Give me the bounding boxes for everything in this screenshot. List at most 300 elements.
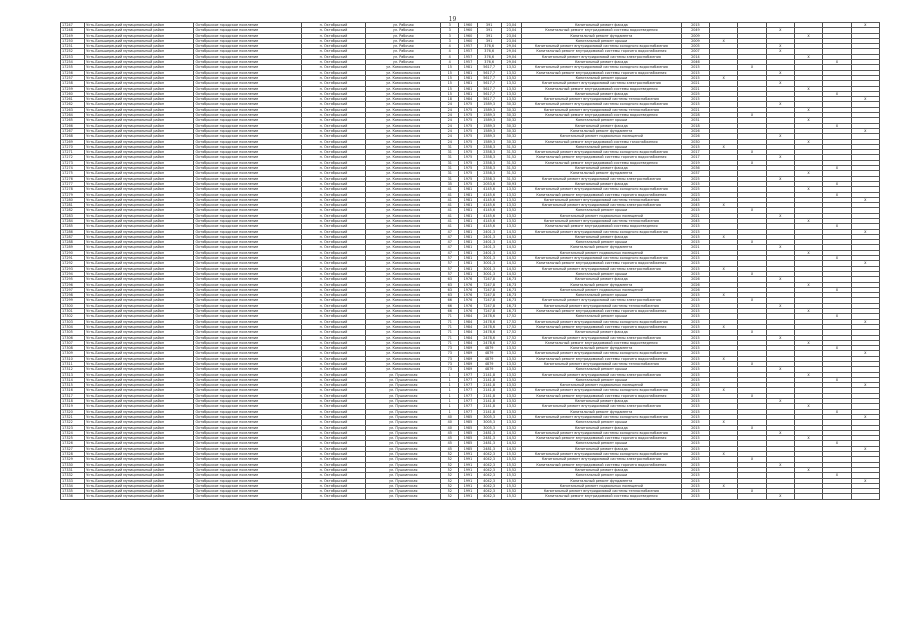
table-cell: X (823, 60, 851, 65)
table-cell: Октябрьское городское поселение (194, 287, 301, 292)
table-cell: 18 (441, 97, 459, 102)
table-cell: п. Октябрьский (301, 467, 366, 472)
table-cell: ул. Пушкинская (366, 377, 441, 382)
table-cell: 1976 (459, 293, 477, 298)
table-cell: 16,73 (501, 277, 521, 282)
table-cell: Капитальный ремонт внутридомовой системы водоотведения (522, 340, 682, 345)
table-cell: 52 (441, 483, 459, 488)
table-cell: 15,52 (501, 478, 521, 483)
table-cell: X (794, 436, 822, 441)
table-cell: Капитальный ремонт внутридомовой системы электроснабжения (522, 176, 682, 181)
table-cell: п. Октябрьский (301, 75, 366, 80)
table-cell: 17276 (61, 176, 85, 181)
table-cell: Капитальный ремонт крыши (522, 271, 682, 276)
table-cell: Капитальный ремонт внутридомовой системы теплоснабжения (522, 362, 682, 367)
table-cell: ул. Пушкинская (366, 462, 441, 467)
table-cell: ул. Комсомольская (366, 213, 441, 218)
table-cell: 2015 (681, 97, 709, 102)
table-cell: 3005,3 (477, 414, 501, 419)
table-cell: 1985 (459, 446, 477, 451)
table-cell: Усть-Большерецкий муниципальный район (85, 150, 194, 155)
table-cell: 2481,3 (477, 430, 501, 435)
table-cell: Октябрьское городское поселение (194, 75, 301, 80)
table-cell: 1981 (459, 266, 477, 271)
table-cell: 2358,3 (477, 171, 501, 176)
table-cell: 1977 (459, 404, 477, 409)
table-cell: ул. Пушкинская (366, 393, 441, 398)
table-cell: п. Октябрьский (301, 176, 366, 181)
table-cell: Усть-Большерецкий муниципальный район (85, 155, 194, 160)
table-cell: X (823, 256, 851, 261)
table-cell: 4145,6 (477, 224, 501, 229)
table-cell: п. Октябрьский (301, 245, 366, 250)
table-cell: 31,52 (501, 166, 521, 171)
table-cell: 17325 (61, 436, 85, 441)
table-cell: Октябрьское городское поселение (194, 181, 301, 186)
table-cell: п. Октябрьский (301, 452, 366, 457)
table-cell: 24 (441, 107, 459, 112)
table-cell: Октябрьское городское поселение (194, 340, 301, 345)
table-cell: 52 (441, 462, 459, 467)
table-cell: 2021 (681, 245, 709, 250)
table-cell: ул. Пушкинская (366, 457, 441, 462)
table-cell: 1991 (459, 478, 477, 483)
table-cell: 1589,3 (477, 139, 501, 144)
table-cell: 2009 (681, 33, 709, 38)
table-cell: Усть-Большерецкий муниципальный район (85, 128, 194, 133)
table-cell: 24 (441, 123, 459, 128)
table-cell: 1981 (459, 213, 477, 218)
table-cell: Октябрьское городское поселение (194, 462, 301, 467)
table-cell: ул. Пушкинская (366, 452, 441, 457)
table-cell: 2017 (681, 155, 709, 160)
table-cell: Капитальный ремонт внутридомовой системы водоотведения (522, 28, 682, 33)
table-cell: Усть-Большерецкий муниципальный район (85, 425, 194, 430)
table-cell: Октябрьское городское поселение (194, 81, 301, 86)
table-cell: Октябрьское городское поселение (194, 256, 301, 261)
table-cell: 2015 (681, 494, 709, 499)
table-cell: Усть-Большерецкий муниципальный район (85, 166, 194, 171)
table-cell: Капитальный ремонт фундамента (522, 409, 682, 414)
table-cell: X (851, 197, 879, 202)
table-cell: 2015 (681, 393, 709, 398)
table-cell: Усть-Большерецкий муниципальный район (85, 303, 194, 308)
table-cell: п. Октябрьский (301, 393, 366, 398)
table-cell: Октябрьское городское поселение (194, 414, 301, 419)
table-cell: п. Октябрьский (301, 234, 366, 239)
table-cell: 2026 (681, 277, 709, 282)
table-cell: X (738, 298, 766, 303)
table-cell: 2025 (681, 187, 709, 192)
table-cell: п. Октябрьский (301, 218, 366, 223)
table-cell: Усть-Большерецкий муниципальный район (85, 75, 194, 80)
table-cell: Усть-Большерецкий муниципальный район (85, 377, 194, 382)
table-cell: 1977 (459, 399, 477, 404)
table-cell: 2478,6 (477, 330, 501, 335)
table-cell: X (738, 489, 766, 494)
table-cell: 2045 (681, 218, 709, 223)
table-cell: 15,52 (501, 452, 521, 457)
table-cell: Капитальный ремонт внутридомовой системы холодного водоснабжения (522, 256, 682, 261)
table-cell: Капитальный ремонт фасада (522, 60, 682, 65)
table-cell: 2053,6 (477, 181, 501, 186)
table-cell: Октябрьское городское поселение (194, 277, 301, 282)
table-cell: 17272 (61, 155, 85, 160)
table-cell: Усть-Большерецкий муниципальный район (85, 399, 194, 404)
table-cell: X (766, 494, 794, 499)
table-cell: Капитальный ремонт внутридомовой системы горячего водоснабжения (522, 70, 682, 75)
table-cell: 17298 (61, 293, 85, 298)
table-cell: X (794, 118, 822, 123)
table-cell: п. Октябрьский (301, 324, 366, 329)
table-cell: 17330 (61, 462, 85, 467)
table-cell: 1957 (459, 49, 477, 54)
table-cell: 2015 (681, 383, 709, 388)
table-cell: Капитальный ремонт внутридомовой системы горячего водоснабжения (522, 309, 682, 314)
table-cell: Капитальный ремонт внутридомовой системы холодного водоснабжения (522, 351, 682, 356)
table-cell: ул. Пушкинская (366, 404, 441, 409)
table-cell: ул. Комсомольская (366, 70, 441, 75)
table-cell: X (851, 261, 879, 266)
table-cell: 2478,6 (477, 335, 501, 340)
table-cell: п. Октябрьский (301, 303, 366, 308)
table-cell: X (710, 420, 738, 425)
table-cell: 13,52 (501, 97, 521, 102)
table-cell: Усть-Большерецкий муниципальный район (85, 171, 194, 176)
table-cell: п. Октябрьский (301, 282, 366, 287)
table-cell: X (794, 139, 822, 144)
table-cell: 1981 (459, 271, 477, 276)
table-cell: Капитальный ремонт фундамента (522, 33, 682, 38)
table-cell: 1981 (459, 86, 477, 91)
table-cell: 1976 (459, 309, 477, 314)
table-cell: Капитальный ремонт подвальных помещений (522, 483, 682, 488)
table-cell: 17312 (61, 367, 85, 372)
table-cell: 2015 (681, 314, 709, 319)
table-cell: Капитальный ремонт крыши (522, 144, 682, 149)
table-cell: Усть-Большерецкий муниципальный район (85, 102, 194, 107)
table-cell: 30,32 (501, 134, 521, 139)
table-cell: Октябрьское городское поселение (194, 425, 301, 430)
table-cell: 4879 (477, 367, 501, 372)
table-cell: 47 (441, 234, 459, 239)
table-cell: 17266 (61, 123, 85, 128)
table-cell: Октябрьское городское поселение (194, 38, 301, 43)
table-cell: 1985 (459, 420, 477, 425)
table-cell: п. Октябрьский (301, 28, 366, 33)
table-cell: 31,52 (501, 150, 521, 155)
table-cell: 17269 (61, 139, 85, 144)
table-cell: п. Октябрьский (301, 139, 366, 144)
table-cell: 24 (441, 113, 459, 118)
table-cell: 17306 (61, 335, 85, 340)
table-cell: 73 (441, 351, 459, 356)
table-cell: п. Октябрьский (301, 330, 366, 335)
table-cell: 17278 (61, 187, 85, 192)
table-cell: п. Октябрьский (301, 266, 366, 271)
table-cell: Капитальный ремонт внутридомовой системы водоотведения (522, 224, 682, 229)
table-cell: п. Октябрьский (301, 33, 366, 38)
table-cell: 1975 (459, 139, 477, 144)
table-cell: X (710, 234, 738, 239)
table-cell: 17284 (61, 218, 85, 223)
table-cell: п. Октябрьский (301, 203, 366, 208)
table-cell: Усть-Большерецкий муниципальный район (85, 430, 194, 435)
table-cell: 2031 (681, 118, 709, 123)
table-cell: 31,52 (501, 171, 521, 176)
table-cell: ул. Пушкинская (366, 388, 441, 393)
table-cell: 17323 (61, 425, 85, 430)
table-cell: 4879 (477, 351, 501, 356)
table-cell: 17301 (61, 309, 85, 314)
table-cell: 4145,6 (477, 192, 501, 197)
table-cell: 2015 (681, 266, 709, 271)
table-cell: Усть-Большерецкий муниципальный район (85, 452, 194, 457)
table-cell: 2015 (681, 346, 709, 351)
table-cell: Капитальный ремонт внутридомовой системы теплоснабжения (522, 197, 682, 202)
table-cell: Усть-Большерецкий муниципальный район (85, 49, 194, 54)
table-cell: Капитальный ремонт внутридомовой системы горячего водоснабжения (522, 192, 682, 197)
table-cell: п. Октябрьский (301, 60, 366, 65)
table-cell: 17326 (61, 441, 85, 446)
table-cell: Октябрьское городское поселение (194, 483, 301, 488)
table-cell: Усть-Большерецкий муниципальный район (85, 250, 194, 255)
table-cell: 17320 (61, 409, 85, 414)
table-cell: Октябрьское городское поселение (194, 123, 301, 128)
table-cell: п. Октябрьский (301, 446, 366, 451)
table-cell: 2026 (681, 287, 709, 292)
table-cell: 13,52 (501, 383, 521, 388)
table-cell: 17262 (61, 102, 85, 107)
table-cell: 17275 (61, 171, 85, 176)
table-cell: п. Октябрьский (301, 425, 366, 430)
table-cell: 2014 (681, 54, 709, 59)
table-cell: Капитальный ремонт внутридомовой системы электроснабжения (522, 54, 682, 59)
table-cell: ул. Комсомольская (366, 218, 441, 223)
table-cell: ул. Комсомольская (366, 171, 441, 176)
table-cell: 29,04 (501, 49, 521, 54)
table-cell: 2009 (681, 38, 709, 43)
table-cell: 13,52 (501, 208, 521, 213)
table-cell: 17336 (61, 494, 85, 499)
table-cell: 1989 (459, 362, 477, 367)
table-cell: Усть-Большерецкий муниципальный район (85, 282, 194, 287)
table-cell: 2015 (681, 234, 709, 239)
table-cell: п. Октябрьский (301, 420, 366, 425)
table-cell: 31,52 (501, 160, 521, 165)
table-cell: 71 (441, 324, 459, 329)
table-cell: 41 (441, 213, 459, 218)
table-cell: Капитальный ремонт крыши (522, 314, 682, 319)
table-cell: 1975 (459, 166, 477, 171)
table-cell: 13,52 (501, 213, 521, 218)
table-cell: X (851, 97, 879, 102)
table-cell: Усть-Большерецкий муниципальный район (85, 181, 194, 186)
table-cell: 376,6 (477, 49, 501, 54)
table-cell: Капитальный ремонт крыши (522, 420, 682, 425)
table-cell: 5617,7 (477, 70, 501, 75)
table-cell: п. Октябрьский (301, 436, 366, 441)
table-cell: Октябрьское городское поселение (194, 473, 301, 478)
table-cell: Капитальный ремонт внутридомовой системы газоснабжения (522, 139, 682, 144)
table-cell: Усть-Большерецкий муниципальный район (85, 478, 194, 483)
table-cell: 4879 (477, 346, 501, 351)
table-cell: 40 (441, 420, 459, 425)
table-cell: 1981 (459, 192, 477, 197)
table-cell: 1960 (459, 23, 477, 28)
table-cell: 30,32 (501, 107, 521, 112)
table-cell: ул. Пушкинская (366, 441, 441, 446)
table-cell: Октябрьское городское поселение (194, 49, 301, 54)
table-cell: 1975 (459, 113, 477, 118)
table-cell: ул. Комсомольская (366, 293, 441, 298)
table-cell: X (738, 150, 766, 155)
table-cell: 17319 (61, 404, 85, 409)
table-cell: 1977 (459, 372, 477, 377)
table-cell: 30,32 (501, 123, 521, 128)
table-cell: Усть-Большерецкий муниципальный район (85, 23, 194, 28)
table-cell: 14,52 (501, 441, 521, 446)
table-cell: Капитальный ремонт внутридомовой системы водоотведения (522, 160, 682, 165)
table-cell: 24 (441, 139, 459, 144)
table-cell: Октябрьское городское поселение (194, 457, 301, 462)
table-cell: 1985 (459, 425, 477, 430)
table-cell: 3001,3 (477, 256, 501, 261)
table-cell: 30,32 (501, 102, 521, 107)
table-cell (710, 494, 738, 499)
table-cell: п. Октябрьский (301, 166, 366, 171)
table-cell: п. Октябрьский (301, 261, 366, 266)
table-cell: 1991 (459, 462, 477, 467)
table-cell: 2015 (681, 446, 709, 451)
table-cell: 47 (441, 229, 459, 234)
table-cell: 1 (441, 377, 459, 382)
table-cell: Капитальный ремонт внутридомовой системы теплоснабжения (522, 303, 682, 308)
table-cell: X (851, 319, 879, 324)
table-cell: 31 (441, 155, 459, 160)
table-cell: Октябрьское городское поселение (194, 383, 301, 388)
table-cell: п. Октябрьский (301, 197, 366, 202)
table-cell: ул. Рабочая (366, 54, 441, 59)
table-cell: п. Октябрьский (301, 293, 366, 298)
table-cell: 2141,8 (477, 388, 501, 393)
table-cell: 1 (441, 388, 459, 393)
table-cell: 17265 (61, 118, 85, 123)
table-cell: 15,52 (501, 483, 521, 488)
table-cell: 15,52 (501, 489, 521, 494)
table-cell: п. Октябрьский (301, 113, 366, 118)
table-cell: X (766, 49, 794, 54)
table-cell: Усть-Большерецкий муниципальный район (85, 330, 194, 335)
table-cell: 24 (441, 102, 459, 107)
table-cell: ул. Комсомольская (366, 197, 441, 202)
table-cell: Усть-Большерецкий муниципальный район (85, 383, 194, 388)
table-cell: 15 (441, 86, 459, 91)
table-cell: 1 (441, 383, 459, 388)
table-cell: 17311 (61, 362, 85, 367)
table-cell: Капитальный ремонт внутридомовой системы холодного водоснабжения (522, 414, 682, 419)
table-cell: 17282 (61, 208, 85, 213)
table-cell: 4145,6 (477, 213, 501, 218)
table-cell: 23,04 (501, 33, 521, 38)
table-cell: п. Октябрьский (301, 346, 366, 351)
table-cell: 1981 (459, 250, 477, 255)
table-cell: 7247,8 (477, 277, 501, 282)
table-cell: Капитальный ремонт фасада (522, 425, 682, 430)
table-cell: Капитальный ремонт внутридомовой системы холодного водоснабжения (522, 102, 682, 107)
table-cell: Октябрьское городское поселение (194, 176, 301, 181)
table-cell: 45 (441, 436, 459, 441)
table-cell: Усть-Большерецкий муниципальный район (85, 118, 194, 123)
table-cell: 1975 (459, 160, 477, 165)
table-cell: 17303 (61, 319, 85, 324)
table-cell: 13,52 (501, 65, 521, 70)
table-cell: X (823, 224, 851, 229)
table-cell: 14,52 (501, 229, 521, 234)
table-cell: 17324 (61, 430, 85, 435)
table-cell: п. Октябрьский (301, 319, 366, 324)
table-cell: ул. Пушкинская (366, 425, 441, 430)
table-cell: 52 (441, 467, 459, 472)
table-cell: 31,52 (501, 144, 521, 149)
table-cell: Усть-Большерецкий муниципальный район (85, 462, 194, 467)
table-cell: 2015 (681, 335, 709, 340)
table-cell: Капитальный ремонт крыши (522, 118, 682, 123)
table-cell: 1 (441, 404, 459, 409)
table-cell: Капитальный ремонт фундамента (522, 478, 682, 483)
table-cell: 47 (441, 250, 459, 255)
table-cell: Октябрьское городское поселение (194, 441, 301, 446)
table-cell: ул. Комсомольская (366, 208, 441, 213)
table-cell: Октябрьское городское поселение (194, 44, 301, 49)
table-cell: Капитальный ремонт крыши (522, 441, 682, 446)
table-cell: п. Октябрьский (301, 478, 366, 483)
table-cell: ул. Комсомольская (366, 113, 441, 118)
table-cell: 14,52 (501, 250, 521, 255)
table-cell: 13,52 (501, 399, 521, 404)
table-cell: 7247,8 (477, 303, 501, 308)
table-cell: Капитальный ремонт крыши (522, 367, 682, 372)
table-cell: 1989 (459, 356, 477, 361)
table-cell: Усть-Большерецкий муниципальный район (85, 494, 194, 499)
table-cell: Октябрьское городское поселение (194, 388, 301, 393)
table-cell: ул. Комсомольская (366, 192, 441, 197)
table-cell: 1977 (459, 409, 477, 414)
table-cell: 1 (441, 409, 459, 414)
table-cell: 2049 (681, 28, 709, 33)
table-cell: 2015 (681, 430, 709, 435)
table-cell: ул. Комсомольская (366, 181, 441, 186)
table-cell: 1981 (459, 218, 477, 223)
table-cell: 17294 (61, 271, 85, 276)
table-cell: X (766, 335, 794, 340)
table-cell: Капитальный ремонт фундамента (522, 245, 682, 250)
table-cell: ул. Пушкинская (366, 494, 441, 499)
table-cell: п. Октябрьский (301, 70, 366, 75)
table-cell: 1981 (459, 224, 477, 229)
table-cell: 1 (441, 393, 459, 398)
table-cell: 17248 (61, 28, 85, 33)
table-cell: 17280 (61, 197, 85, 202)
table-cell: 41 (441, 218, 459, 223)
table-cell: 2478,6 (477, 314, 501, 319)
table-cell: Октябрьское городское поселение (194, 452, 301, 457)
table-cell: 13,52 (501, 218, 521, 223)
table-cell: ул. Комсомольская (366, 234, 441, 239)
table-cell: ул. Комсомольская (366, 324, 441, 329)
table-cell: X (766, 81, 794, 86)
table-cell: X (766, 277, 794, 282)
